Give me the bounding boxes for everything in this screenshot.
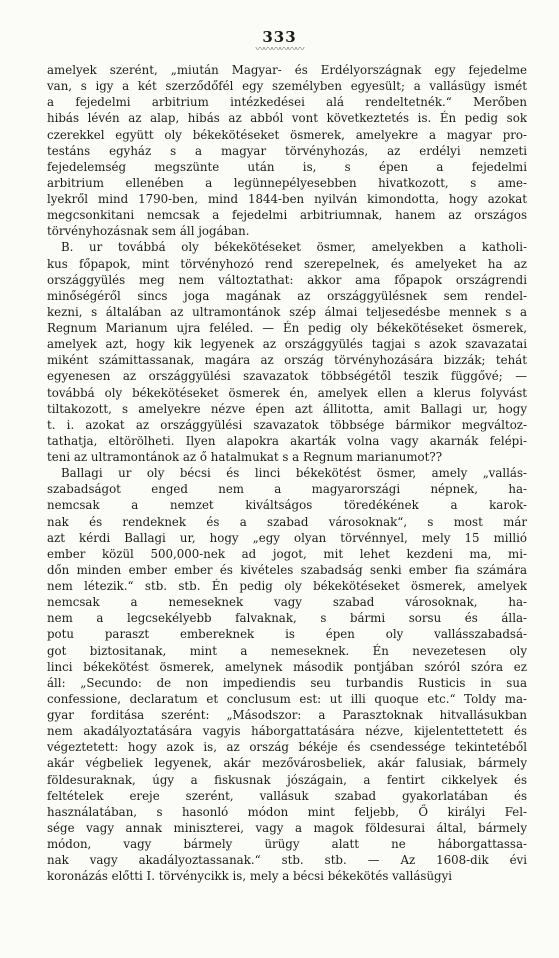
text-line: confessione, declaratum et conclusum est: ut illi quoque etc.“ Toldy ma-: [47, 691, 527, 706]
text-line: nemcsak a nemzet kiváltságos töredékének a karok-: [47, 498, 527, 513]
text-line: Regnum Marianum ujra feléled. — Én pedig oly békekötéseket ösmerek,: [47, 321, 527, 335]
text-line: feltételek ereje szerént, vallásuk szabad gyakorlatában és: [47, 788, 527, 803]
text-line: használatában, s hasonló módon mint feljebb, Ő királyi Fel-: [47, 804, 527, 819]
text-line: amelyek szerént, „miután Magyar- és Erdélyországnak egy fejedelme: [47, 63, 527, 77]
text-line: a fejedelmi arbitrium intézkedései alá rendeltetnék.“ Merőben: [47, 95, 527, 110]
text-line: potu paraszt embereknek is épen oly vallásszabadsá-: [47, 627, 527, 642]
text-line: megcsonkitani nemcsak a fejedelmi arbitriumnak, hanem az országos: [47, 208, 527, 223]
text-line: nak vagy akadályoztassanak.“ stb. stb. — Az 1608-dik évi: [47, 853, 527, 868]
text-line: linci békekötést ösmerek, amelynek második pontjában szóról szóra ez: [47, 659, 527, 674]
text-line: nemcsak a nemeseknek vagy szabad városoknak, ha-: [47, 595, 527, 610]
text-line: végeztetett: hogy azok is, az ország békéje és csendessége tekintetéből: [47, 740, 527, 755]
text-line: dőn minden ember ember és kivételes szabadság senki ember fia számára: [47, 562, 527, 577]
text-line: módon, vagy bármely ürügy alatt ne háborgattassa-: [47, 837, 527, 851]
text-line: got biztositanak, mint a nemeseknek. Én nevezetesen oly: [47, 643, 527, 658]
text-line: miként számittassanak, magára az ország törvényhozására bizzák; tehát: [47, 353, 527, 368]
text-line: nak és rendeknek és a szabad városoknak“, s most már: [47, 514, 527, 529]
body-text: [47, 62, 527, 942]
text-line: azt kérdi Ballagi ur, hogy „egy olyan törvénnyel, mely 15 millió: [47, 530, 527, 545]
text-line: nem akadályoztatására vagyis háborgattatására nézve, kijelentettetett és: [47, 724, 527, 739]
wavy-ornament: 〰〰〰〰〰〰: [255, 45, 304, 55]
text-line: ember közül 500,000-nek ad jogot, mit lehet kezdeni ma, mi-: [47, 546, 527, 561]
text-line: testáns egyház s a magyar törvényhozás, az erdélyi nemzeti: [47, 143, 527, 158]
text-line: lyekről mind 1790-ben, mind 1844-ben nyilván kimondotta, hogy azokat: [47, 192, 527, 206]
text-line: t. i. azokat az országgyülési szavazatok többsége bármikor megváltoz-: [47, 417, 527, 432]
text-line: törvényhozásnak sem áll jogában.: [47, 224, 250, 239]
text-line: sége vagy annak miniszterei, vagy a magok földesurai által, bármely: [47, 820, 527, 835]
text-line: nem a legcsekélyebb falvaknak, s bármi sorsu és álla-: [47, 611, 527, 626]
text-line: földesuraknak, úgy a fiskusnak jószágain, a fentirt cikkelyek és: [47, 772, 527, 787]
text-line: áll: „Secundo: de non impediendis seu turbandis Rusticis in sua: [47, 675, 527, 690]
text-line: gyar forditása szerént: „Másodszor: a Parasztoknak hitvallásukban: [47, 708, 527, 722]
text-line: teni az ultramontánok az ő hatalmukat s a Regnum marianumot??: [47, 450, 443, 464]
text-line: minőségéről sincs joga magának az országgyülésnek sem rendel-: [47, 288, 527, 303]
text-line: nem létezik.“ stb. stb. Én pedig oly békekötéseket ösmerek, amelyek: [47, 579, 527, 593]
text-line: B. ur továbbá oly békekötéseket ösmer, amelyekben a katholi-: [61, 240, 527, 255]
text-line: amelyek azt, hogy kik legyenek az országgyülés tagjai s azok szavazatai: [47, 337, 527, 352]
text-line: országgyülés meg nem változtathat: akkor ama főpapok országrendi: [47, 272, 527, 287]
text-line: akár végbeliek legyenek, akár mezővárosbeliek, akár falusiak, bármely: [47, 756, 527, 771]
text-line: arbitrium ellenében a legünnepélyesebben hivatkozott, s ame-: [47, 175, 527, 190]
text-line: van, s igy a két szerződőfél egy személyben egyesült; a vallásügy ismét: [47, 79, 527, 94]
text-line: egyenesen az országgyülési szavazatok többségétől teszik függővé; —: [47, 369, 527, 384]
text-line: czerekkel együtt oly békekötéseket ösmerek, amelyekre a magyar pro-: [47, 127, 527, 142]
text-line: kezni, s általában az ultramontánok szép álmai teljesedésbe mennek s a: [47, 304, 527, 319]
text-line: szabadságot enged nem a magyarországi népnek, ha-: [47, 482, 527, 497]
text-line: tiltakozott, s amelyekre nézve épen azt állitotta, amit Ballagi ur, hogy: [47, 401, 527, 416]
text-line: továbbá oly békekötéseket ösmerek én, amelyek ellen a klerus folyvást: [47, 385, 527, 400]
text-line: fejedelemség megszünte után is, s épen a fejedelmi: [47, 159, 527, 174]
text-line: tathatja, eltörölheti. Ilyen alapokra akarták volna vagy akarnák felépi-: [47, 433, 527, 448]
text-line: kus főpapok, mint törvényhozó rend szerepelnek, és amelyeket ha az: [47, 256, 527, 271]
page-number: 333: [262, 28, 297, 46]
text-line: hibás lévén az alap, hibás az abból vont következtetés is. Én pedig sok: [47, 111, 527, 126]
text-line: Ballagi ur oly bécsi és linci békekötést ösmer, amely „vallás-: [61, 466, 527, 481]
text-line: koronázás előtti I. törvénycikk is, mely a bécsi békekötés vallásügyi: [47, 869, 453, 884]
